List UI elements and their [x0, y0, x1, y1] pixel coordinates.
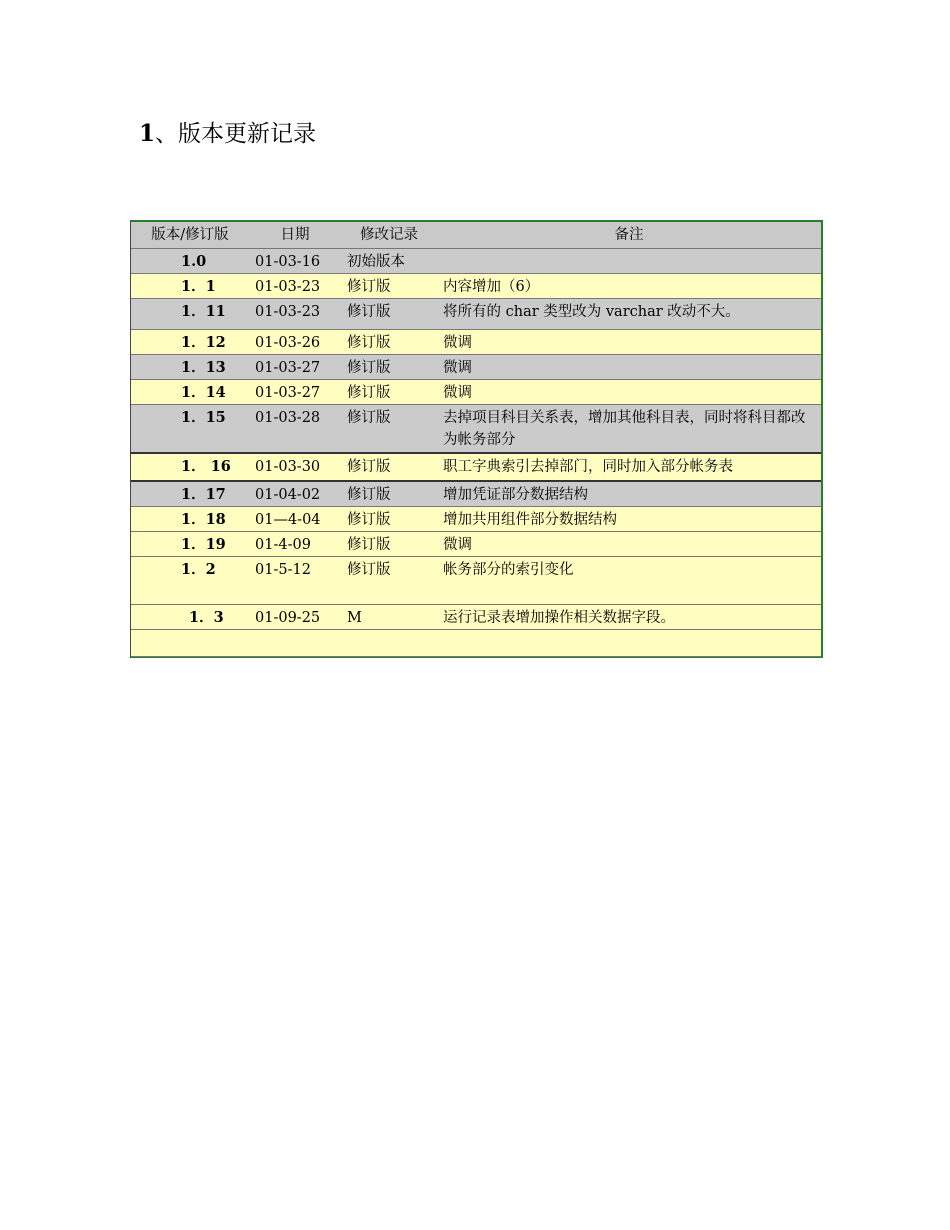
cell-version: 1．14	[131, 380, 249, 405]
cell-record: 修订版	[341, 330, 437, 355]
table-row	[131, 605, 821, 630]
cell-record: 修订版	[341, 274, 437, 299]
cell-date	[249, 630, 341, 657]
cell-record: M	[341, 605, 437, 630]
header-record: 修改记录	[341, 222, 437, 249]
cell-note: 内容增加（6）	[437, 274, 821, 299]
revision-table-container	[130, 220, 823, 658]
cell-date: 01-03-16	[249, 249, 341, 274]
table-row	[131, 557, 821, 605]
cell-note: 职工字典索引去掉部门，同时加入部分帐务表	[437, 453, 821, 481]
table-row	[131, 532, 821, 557]
cell-note: 将所有的 char 类型改为 varchar 改动不大。	[437, 299, 821, 330]
cell-version: 1．11	[131, 299, 249, 330]
cell-date: 01-03-30	[249, 453, 341, 481]
table-row	[131, 330, 821, 355]
cell-date: 01-4-09	[249, 532, 341, 557]
heading-text: 、版本更新记录	[155, 121, 317, 147]
cell-record: 修订版	[341, 299, 437, 330]
cell-version: 1．1	[131, 274, 249, 299]
cell-record: 修订版	[341, 532, 437, 557]
cell-version: 1.0	[131, 249, 249, 274]
cell-date: 01—4-04	[249, 507, 341, 532]
cell-version: 1．17	[131, 481, 249, 507]
cell-date: 01-04-02	[249, 481, 341, 507]
cell-note: 增加凭证部分数据结构	[437, 481, 821, 507]
table-row	[131, 380, 821, 405]
cell-date: 01-03-27	[249, 380, 341, 405]
cell-note: 帐务部分的索引变化	[437, 557, 821, 605]
cell-version: 1．19	[131, 532, 249, 557]
cell-date: 01-03-28	[249, 405, 341, 454]
cell-record	[341, 630, 437, 657]
cell-note: 微调	[437, 380, 821, 405]
cell-note: 微调	[437, 355, 821, 380]
heading-number: 1	[139, 120, 156, 147]
table-row	[131, 299, 821, 330]
cell-note: 去掉项目科目关系表，增加其他科目表，同时将科目都改为帐务部分	[437, 405, 821, 454]
header-note: 备注	[437, 222, 821, 249]
cell-note	[437, 630, 821, 657]
cell-version: 1． 16	[131, 453, 249, 481]
table-row	[131, 274, 821, 299]
page-heading	[139, 118, 316, 150]
cell-note: 增加共用组件部分数据结构	[437, 507, 821, 532]
cell-version	[131, 630, 249, 657]
header-version: 版本/修订版	[131, 222, 249, 249]
cell-record: 修订版	[341, 380, 437, 405]
cell-note: 微调	[437, 330, 821, 355]
table-row	[131, 481, 821, 507]
table-row	[131, 249, 821, 274]
cell-record: 修订版	[341, 481, 437, 507]
cell-record: 修订版	[341, 355, 437, 380]
cell-version: 1．13	[131, 355, 249, 380]
cell-note: 运行记录表增加操作相关数据字段。	[437, 605, 821, 630]
cell-record: 修订版	[341, 557, 437, 605]
cell-version: 1．18	[131, 507, 249, 532]
cell-date: 01-03-23	[249, 274, 341, 299]
cell-date: 01-03-27	[249, 355, 341, 380]
cell-record: 修订版	[341, 507, 437, 532]
cell-version: 1．15	[131, 405, 249, 454]
cell-date: 01-09-25	[249, 605, 341, 630]
cell-record: 修订版	[341, 405, 437, 454]
table-row	[131, 507, 821, 532]
revision-table	[131, 222, 821, 657]
header-date: 日期	[249, 222, 341, 249]
cell-note	[437, 249, 821, 274]
table-row	[131, 453, 821, 481]
cell-date: 01-03-23	[249, 299, 341, 330]
cell-version: 1．12	[131, 330, 249, 355]
cell-date: 01-03-26	[249, 330, 341, 355]
cell-record: 修订版	[341, 453, 437, 481]
table-row	[131, 355, 821, 380]
table-row	[131, 630, 821, 657]
cell-record: 初始版本	[341, 249, 437, 274]
table-row	[131, 405, 821, 454]
cell-date: 01-5-12	[249, 557, 341, 605]
cell-version: 1．3	[131, 605, 249, 630]
table-header-row	[131, 222, 821, 249]
cell-version: 1．2	[131, 557, 249, 605]
cell-note: 微调	[437, 532, 821, 557]
